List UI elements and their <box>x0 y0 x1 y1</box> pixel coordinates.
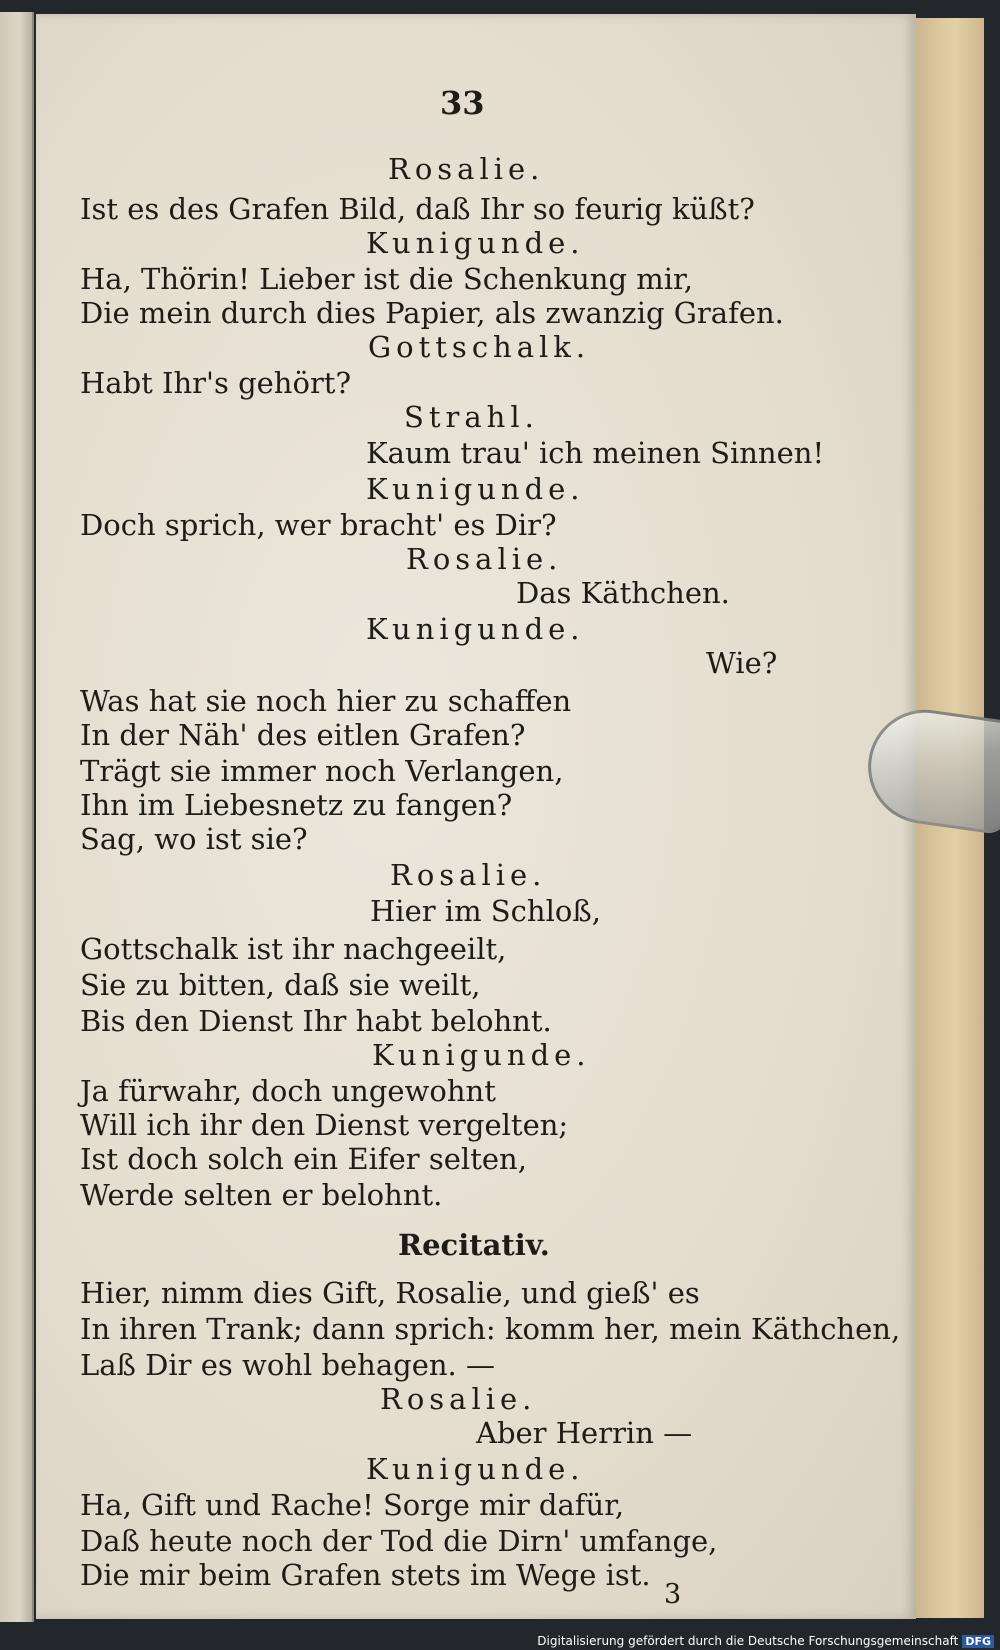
verse-line: Kaum trau' ich meinen Sinnen! <box>366 436 825 470</box>
verse-line: Ja fürwahr, doch ungewohnt <box>80 1074 496 1108</box>
verse-line: Habt Ihr's gehört? <box>80 366 352 400</box>
verse-line: Sag, wo ist sie? <box>80 822 308 856</box>
verse-line: Werde selten er belohnt. <box>80 1178 443 1212</box>
verse-line: Trägt sie immer noch Verlangen, <box>80 754 564 788</box>
signature-mark: 3 <box>664 1579 682 1610</box>
verse-line: Das Käthchen. <box>516 576 730 610</box>
verse-line: Hier im Schloß, <box>370 894 601 928</box>
speaker-name: Strahl. <box>404 400 539 434</box>
verse-line: Aber Herrin — <box>476 1416 693 1450</box>
verse-line: Bis den Dienst Ihr habt belohnt. <box>80 1004 552 1038</box>
speaker-name: Kunigunde. <box>372 1038 591 1072</box>
verse-line: In der Näh' des eitlen Grafen? <box>80 718 526 752</box>
verse-line: Laß Dir es wohl behagen. — <box>80 1348 495 1382</box>
dfg-logo: DFG <box>962 1635 994 1648</box>
verse-line: Die mein durch dies Papier, als zwanzig Grafen. <box>80 296 784 330</box>
verse-line: Sie zu bitten, daß sie weilt, <box>80 968 481 1002</box>
speaker-name: Kunigunde. <box>366 472 585 506</box>
speaker-name: Kunigunde. <box>366 226 585 260</box>
verse-line: Die mir beim Grafen stets im Wege ist. <box>80 1558 651 1592</box>
facing-page-edge <box>0 12 34 1622</box>
verse-line: Ist doch solch ein Eifer selten, <box>80 1142 527 1176</box>
section-heading: Recitativ. <box>398 1228 550 1262</box>
speaker-name: Rosalie. <box>380 1382 537 1416</box>
speaker-name: Rosalie. <box>390 858 547 892</box>
verse-line: Hier, nimm dies Gift, Rosalie, und gieß' es <box>80 1276 700 1310</box>
verse-line: Gottschalk ist ihr nachgeeilt, <box>80 932 507 966</box>
speaker-name: Kunigunde. <box>366 1452 585 1486</box>
speaker-name: Kunigunde. <box>366 612 585 646</box>
digitization-credit <box>537 1634 994 1648</box>
verse-line: Will ich ihr den Dienst vergelten; <box>80 1108 569 1142</box>
book-page <box>36 14 916 1619</box>
speaker-name: Rosalie. <box>388 152 545 186</box>
credit-text: Digitalisierung gefördert durch die Deutsche Forschungsgemeinschaft <box>537 1634 959 1648</box>
verse-line: Ihn im Liebesnetz zu fangen? <box>80 788 513 822</box>
verse-line: Ha, Gift und Rache! Sorge mir dafür, <box>80 1488 625 1522</box>
verse-line: In ihren Trank; dann sprich: komm her, mein Käthchen, <box>80 1312 901 1346</box>
verse-line: Ist es des Grafen Bild, daß Ihr so feurig küßt? <box>80 192 755 226</box>
speaker-name: Rosalie. <box>406 542 563 576</box>
verse-line: Was hat sie noch hier zu schaffen <box>80 684 572 718</box>
speaker-name: Gottschalk. <box>368 330 591 364</box>
verse-line: Doch sprich, wer bracht' es Dir? <box>80 508 557 542</box>
verse-line: Ha, Thörin! Lieber ist die Schenkung mir, <box>80 262 693 296</box>
page-number: 33 <box>440 84 485 122</box>
verse-line: Wie? <box>706 646 778 680</box>
verse-line: Daß heute noch der Tod die Dirn' umfange, <box>80 1524 718 1558</box>
